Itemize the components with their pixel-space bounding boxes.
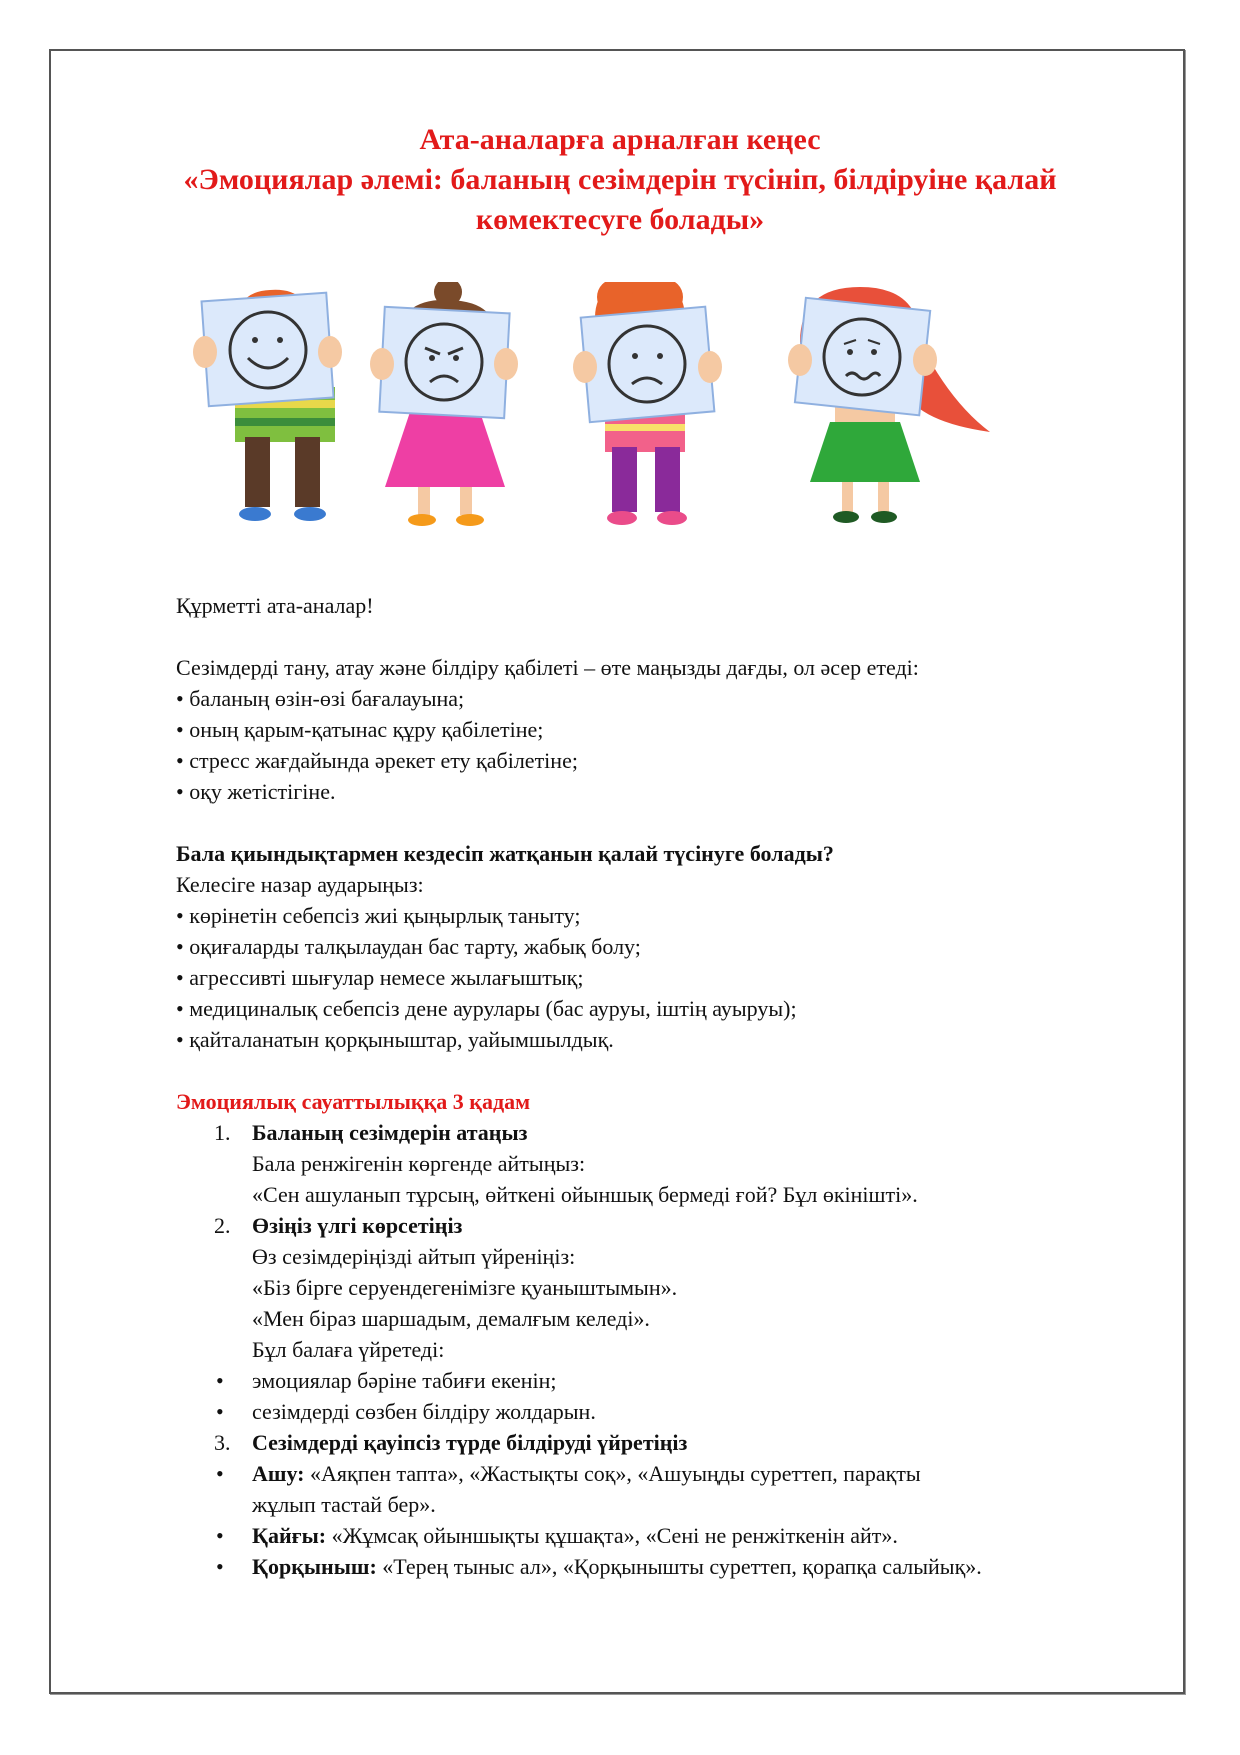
list-item: • оның қарым-қатынас құру қабілетіне; (176, 717, 544, 742)
bullet: • (216, 1368, 224, 1393)
step-number: 2. (214, 1213, 231, 1238)
list-item: • Қайғы: «Жұмсақ ойыншықты құшақта», «Сені не ренжіткенін айт». (176, 1520, 1156, 1551)
signs-heading: Бала қиындықтармен кездесіп жатқанын қалай түсінуге болады? (176, 841, 834, 866)
list-item: • сезімдерді сөзбен білдіру жолдарын. (176, 1396, 1156, 1427)
title-line-2: «Эмоциялар әлемі: баланың сезімдерін түсініп, білдіруіне қалай (183, 163, 1057, 196)
step-text: «Мен біраз шаршадым, демалғым келеді». (252, 1306, 650, 1331)
list-item: • оқиғаларды талқылаудан бас тарту, жабық болу; (176, 934, 641, 959)
step-title: Сезімдерді қауіпсіз түрде білдіруді үйретіңіз (252, 1430, 688, 1455)
step-title: Баланың сезімдерін атаңыз (252, 1120, 528, 1145)
bullet: • (216, 1554, 224, 1579)
children-emotions-illustration (160, 282, 1080, 532)
step-text: Өз сезімдеріңізді айтып үйреніңіз: (252, 1244, 576, 1269)
list-item: • қайталанатын қорқыныштар, уайымшылдық. (176, 1027, 614, 1052)
child-worried (788, 287, 990, 523)
child-happy (193, 290, 342, 521)
step-text: Бала ренжігенін көргенде айтыңыз: (252, 1151, 586, 1176)
bullet: • (216, 1523, 224, 1548)
step-number: 3. (214, 1430, 231, 1455)
step-text: «Біз бірге серуендегенімізге қуаныштымын». (252, 1275, 678, 1300)
title-line-1: Ата-аналарға арналған кеңес (419, 123, 821, 156)
step-title: Өзіңіз үлгі көрсетіңіз (252, 1213, 463, 1238)
list-item: • стресс жағдайында әрекет ету қабілетіне; (176, 748, 578, 773)
bullet: • (216, 1399, 224, 1424)
document-title (0, 120, 1240, 240)
step-text: «Сен ашуланып тұрсың, өйткені ойыншық бермеді ғой? Бұл өкінішті». (252, 1182, 918, 1207)
document-body (176, 590, 1156, 1582)
step-1 (176, 1117, 1156, 1148)
list-item: • оқу жетістігіне. (176, 779, 336, 804)
greeting: Құрметті ата-аналар! (176, 593, 374, 618)
list-item: • эмоциялар бәріне табиғи екенін; (176, 1365, 1156, 1396)
list-item: • көрінетін себепсіз жиі қыңырлық таныту; (176, 903, 581, 928)
step-2 (176, 1210, 1156, 1241)
signs-text: Келесіге назар аударыңыз: (176, 872, 424, 897)
steps-heading: Эмоциялық сауаттылыққа 3 қадам (176, 1089, 531, 1114)
step-3 (176, 1427, 1156, 1458)
list-item: • агрессивті шығулар немесе жылағыштық; (176, 965, 584, 990)
list-item-continuation: жұлып тастай бер». (252, 1492, 436, 1517)
step-number: 1. (214, 1120, 231, 1145)
list-item: • медициналық себепсіз дене аурулары (бас ауруы, іштің ауыруы); (176, 996, 797, 1021)
title-line-3: көмектесуге болады» (475, 203, 765, 236)
bullet: • (216, 1461, 224, 1486)
list-item: • Қорқыныш: «Терең тыныс ал», «Қорқынышты суреттеп, қорапқа салыйық». (176, 1551, 1156, 1582)
step-text: Бұл балаға үйретеді: (252, 1337, 445, 1362)
list-item: • баланың өзін-өзі бағалауына; (176, 686, 465, 711)
intro-text: Сезімдерді тану, атау және білдіру қабілеті – өте маңызды дағды, ол әсер етеді: (176, 655, 919, 680)
list-item: • Ашу: «Аяқпен тапта», «Жастықты соқ», «Ашуыңды суреттеп, парақты (176, 1458, 1156, 1489)
child-angry (370, 282, 518, 526)
child-sad (573, 282, 722, 525)
